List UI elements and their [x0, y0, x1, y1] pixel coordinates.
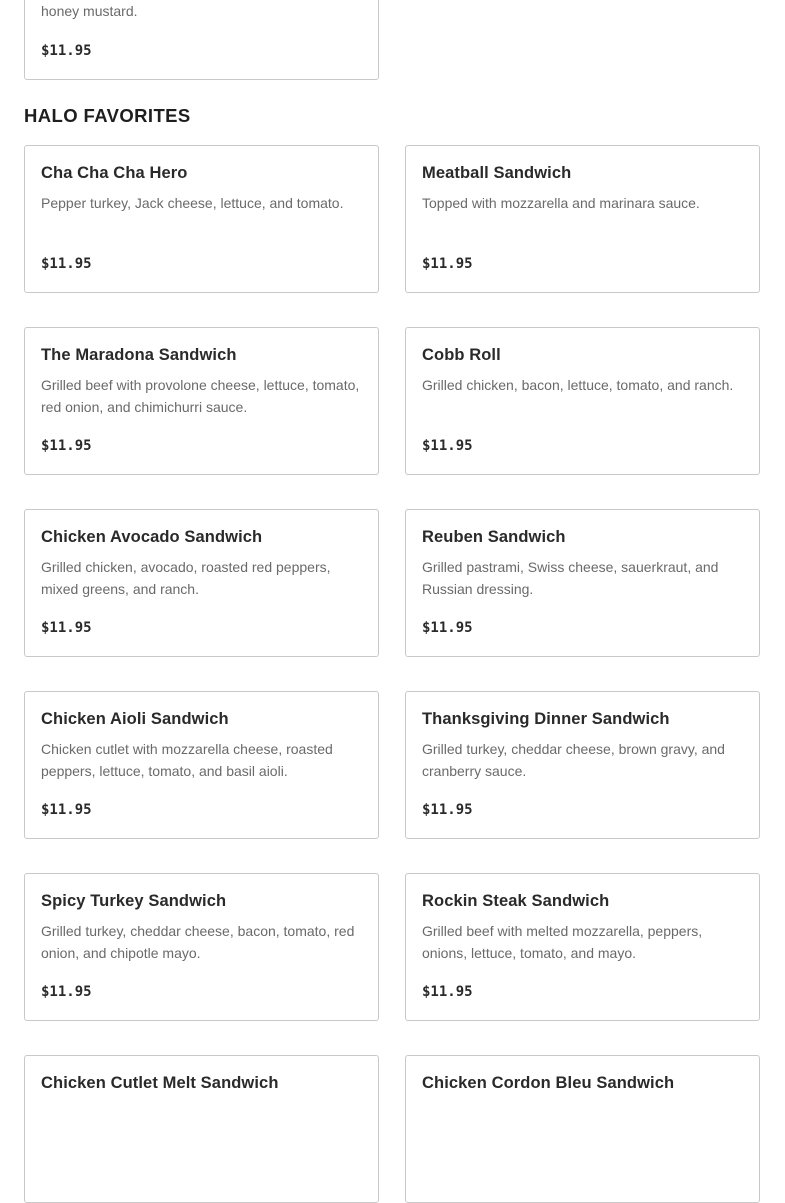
menu-item-card[interactable]: [24, 873, 379, 1021]
menu-item-name: Thanksgiving Dinner Sandwich: [422, 710, 670, 728]
menu-item-price: $11.95: [422, 620, 473, 636]
menu-item-price: $11.95: [422, 438, 473, 454]
menu-item-name: Chicken Cutlet Melt Sandwich: [41, 1074, 279, 1092]
menu-item-card[interactable]: [405, 873, 760, 1021]
menu-item-name: Meatball Sandwich: [422, 164, 572, 182]
section-title: HALO FAVORITES: [24, 105, 191, 126]
menu-item-price: $11.95: [422, 984, 473, 1000]
menu-item-description: Grilled turkey, cheddar cheese, brown gravy, and cranberry sauce.: [422, 741, 725, 779]
menu-item-card[interactable]: [405, 509, 760, 657]
menu-item-card[interactable]: [24, 145, 379, 293]
menu-item-card[interactable]: [24, 0, 379, 80]
menu-item-price: $11.95: [41, 438, 92, 454]
menu-item-card[interactable]: [405, 1055, 760, 1203]
menu-item-price: $11.95: [422, 802, 473, 818]
menu-item-name: Rockin Steak Sandwich: [422, 892, 610, 910]
menu-item-description: honey mustard.: [41, 3, 138, 19]
menu-item-card[interactable]: [405, 691, 760, 839]
menu-item-price: $11.95: [422, 256, 473, 272]
menu-item-price: $11.95: [41, 620, 92, 636]
menu-item-description: Grilled turkey, cheddar cheese, bacon, tomato, red onion, and chipotle mayo.: [41, 923, 355, 961]
menu-item-price: $11.95: [41, 984, 92, 1000]
menu-item-card[interactable]: [405, 145, 760, 293]
menu-item-name: Cobb Roll: [422, 346, 501, 364]
menu-item-description: Grilled beef with provolone cheese, lettuce, tomato, red onion, and chimichurri sauce.: [41, 377, 360, 415]
menu-item-description: Chicken cutlet with mozzarella cheese, roasted peppers, lettuce, tomato, and basil aioli.: [41, 741, 333, 779]
menu-item-price: $11.95: [41, 802, 92, 818]
menu-item-card[interactable]: [405, 327, 760, 475]
menu-item-description: Grilled pastrami, Swiss cheese, sauerkraut, and Russian dressing.: [422, 559, 719, 597]
menu-item-name: Chicken Avocado Sandwich: [41, 528, 263, 546]
menu-item-name: Chicken Cordon Bleu Sandwich: [422, 1074, 675, 1092]
menu-item-description: Grilled chicken, bacon, lettuce, tomato, and ranch.: [422, 377, 734, 393]
menu-item-description: Grilled beef with melted mozzarella, peppers, onions, lettuce, tomato, and mayo.: [422, 923, 703, 961]
menu-item-price: $11.95: [41, 256, 92, 272]
menu-item-name: Spicy Turkey Sandwich: [41, 892, 227, 910]
menu-item-description: Grilled chicken, avocado, roasted red peppers, mixed greens, and ranch.: [41, 559, 331, 597]
menu-item-card[interactable]: [24, 1055, 379, 1203]
menu-item-name: Cha Cha Cha Hero: [41, 164, 188, 182]
menu-item-name: Reuben Sandwich: [422, 528, 566, 546]
menu-item-description: Pepper turkey, Jack cheese, lettuce, and tomato.: [41, 195, 344, 211]
menu-item-card[interactable]: [24, 691, 379, 839]
menu-item-card[interactable]: [24, 509, 379, 657]
menu-item-card[interactable]: [24, 327, 379, 475]
menu-item-description: Topped with mozzarella and marinara sauce.: [422, 195, 700, 211]
menu-item-name: The Maradona Sandwich: [41, 346, 237, 364]
menu-item-price: $11.95: [41, 43, 92, 59]
menu-item-name: Chicken Aioli Sandwich: [41, 710, 229, 728]
